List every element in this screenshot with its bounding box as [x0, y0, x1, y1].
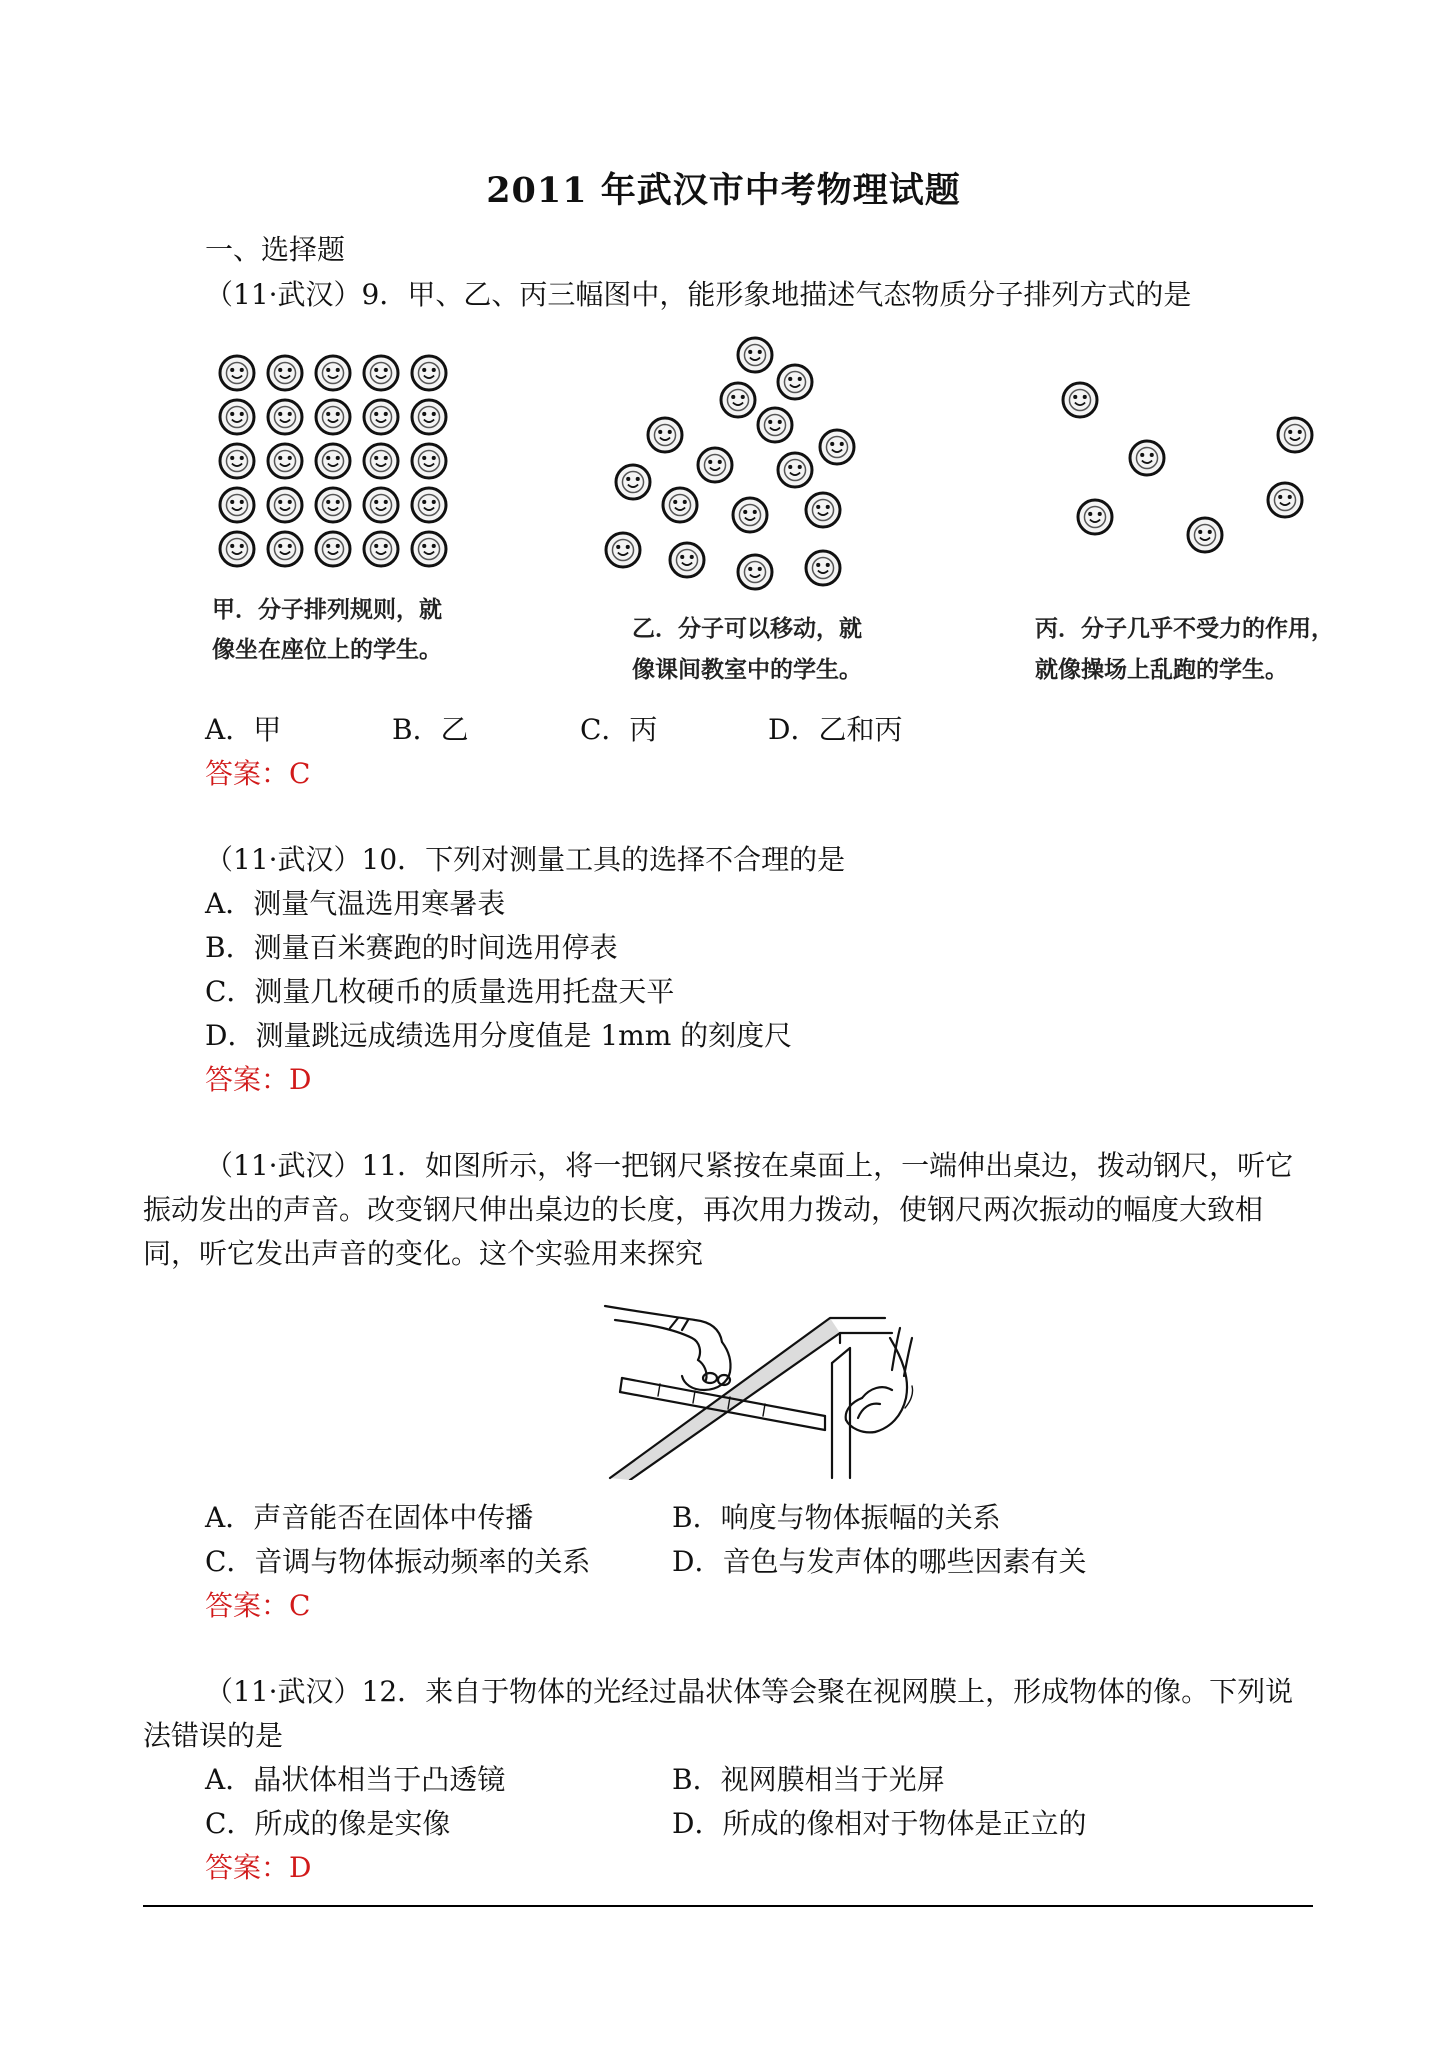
molecule-face — [220, 444, 254, 478]
molecule-face — [220, 356, 254, 390]
q11-option-d: D．音色与发声体的哪些因素有关 — [672, 1545, 1087, 1578]
bottom-divider — [143, 1905, 1313, 1907]
fig-bing-caption-2: 就像操场上乱跑的学生。 — [1035, 657, 1288, 683]
q10-option-a: A．测量气温选用寒暑表 — [205, 887, 506, 920]
molecule-face — [721, 383, 755, 417]
molecule-face — [806, 493, 840, 527]
q10-option-c: C．测量几枚硬币的质量选用托盘天平 — [205, 975, 675, 1008]
q12-option-b: B．视网膜相当于光屏 — [672, 1763, 945, 1796]
molecule-face — [316, 488, 350, 522]
molecule-face — [268, 444, 302, 478]
molecule-face — [663, 488, 697, 522]
molecule-face — [412, 356, 446, 390]
q11-stem-line-2: 振动发出的声音。改变钢尺伸出桌边的长度，再次用力拨动，使钢尺两次振动的幅度大致相 — [143, 1193, 1264, 1226]
q11-stem-line-1: （11·武汉）11．如图所示，将一把钢尺紧按在桌面上，一端伸出桌边，拨动钢尺，听它 — [205, 1149, 1294, 1182]
molecule-face — [316, 400, 350, 434]
molecule-grid-figure — [205, 345, 475, 580]
molecule-face — [1278, 418, 1312, 452]
q11-option-a: A．声音能否在固体中传播 — [205, 1501, 534, 1534]
q9-answer: 答案：C — [205, 757, 311, 790]
molecule-sparse-figure — [1045, 370, 1315, 570]
molecule-face — [412, 488, 446, 522]
molecule-face — [1130, 441, 1164, 475]
q12-option-a: A．晶状体相当于凸透镜 — [205, 1763, 506, 1796]
molecule-face — [820, 430, 854, 464]
molecule-face — [364, 356, 398, 390]
molecule-face — [778, 365, 812, 399]
molecule-face — [412, 400, 446, 434]
q9-stem: （11·武汉）9．甲、乙、丙三幅图中，能形象地描述气态物质分子排列方式的是 — [205, 278, 1192, 311]
fig-jia-caption-1: 甲．分子排列规则，就 — [212, 597, 442, 623]
q11-answer: 答案：C — [205, 1589, 311, 1622]
q12-option-c: C．所成的像是实像 — [205, 1807, 451, 1840]
molecule-face — [1063, 383, 1097, 417]
q10-stem: （11·武汉）10．下列对测量工具的选择不合理的是 — [205, 843, 846, 876]
molecule-face — [268, 400, 302, 434]
q10-option-d: D．测量跳远成绩选用分度值是 1mm 的刻度尺 — [205, 1019, 793, 1052]
molecule-face — [316, 356, 350, 390]
molecule-face — [364, 444, 398, 478]
molecule-face — [738, 338, 772, 372]
q12-answer: 答案：D — [205, 1851, 312, 1884]
ruler-experiment-figure — [600, 1298, 920, 1480]
molecule-face — [268, 532, 302, 566]
molecule-face — [606, 533, 640, 567]
molecule-face — [778, 453, 812, 487]
fig-bing-caption-1: 丙．分子几乎不受力的作用， — [1035, 616, 1334, 642]
fig-yi-caption-2: 像课间教室中的学生。 — [632, 657, 862, 683]
q9-option-b: B．乙 — [392, 713, 469, 746]
molecule-face — [758, 408, 792, 442]
section-heading: 一、选择题 — [205, 233, 346, 266]
molecule-face — [1188, 518, 1222, 552]
fig-jia-caption-2: 像坐在座位上的学生。 — [212, 637, 442, 663]
q9-option-c: C．丙 — [580, 713, 658, 746]
molecule-face — [220, 488, 254, 522]
molecule-face — [220, 400, 254, 434]
q9-option-d: D．乙和丙 — [768, 713, 903, 746]
molecule-cluster-figure — [595, 330, 885, 600]
molecule-face — [412, 444, 446, 478]
q10-answer: 答案：D — [205, 1063, 312, 1096]
q11-option-c: C．音调与物体振动频率的关系 — [205, 1545, 591, 1578]
molecule-face — [648, 418, 682, 452]
molecule-face — [1268, 483, 1302, 517]
q12-stem-line-1: （11·武汉）12．来自于物体的光经过晶状体等会聚在视网膜上，形成物体的像。下列说 — [205, 1675, 1294, 1708]
molecule-face — [1078, 500, 1112, 534]
molecule-face — [364, 532, 398, 566]
molecule-face — [316, 532, 350, 566]
molecule-face — [670, 543, 704, 577]
fig-yi-caption-1: 乙．分子可以移动，就 — [632, 616, 862, 642]
q12-stem-line-2: 法错误的是 — [143, 1719, 284, 1752]
page-title: 2011 年武汉市中考物理试题 — [486, 170, 961, 211]
molecule-face — [268, 488, 302, 522]
molecule-face — [220, 532, 254, 566]
molecule-face — [698, 448, 732, 482]
q10-option-b: B．测量百米赛跑的时间选用停表 — [205, 931, 618, 964]
molecule-face — [738, 555, 772, 589]
q9-option-a: A．甲 — [205, 713, 282, 746]
molecule-face — [412, 532, 446, 566]
molecule-face — [806, 551, 840, 585]
molecule-face — [364, 488, 398, 522]
molecule-face — [316, 444, 350, 478]
q11-stem-line-3: 同，听它发出声音的变化。这个实验用来探究 — [143, 1237, 704, 1270]
molecule-face — [616, 465, 650, 499]
q12-option-d: D．所成的像相对于物体是正立的 — [672, 1807, 1087, 1840]
molecule-face — [268, 356, 302, 390]
molecule-face — [733, 498, 767, 532]
q11-option-b: B．响度与物体振幅的关系 — [672, 1501, 1001, 1534]
molecule-face — [364, 400, 398, 434]
